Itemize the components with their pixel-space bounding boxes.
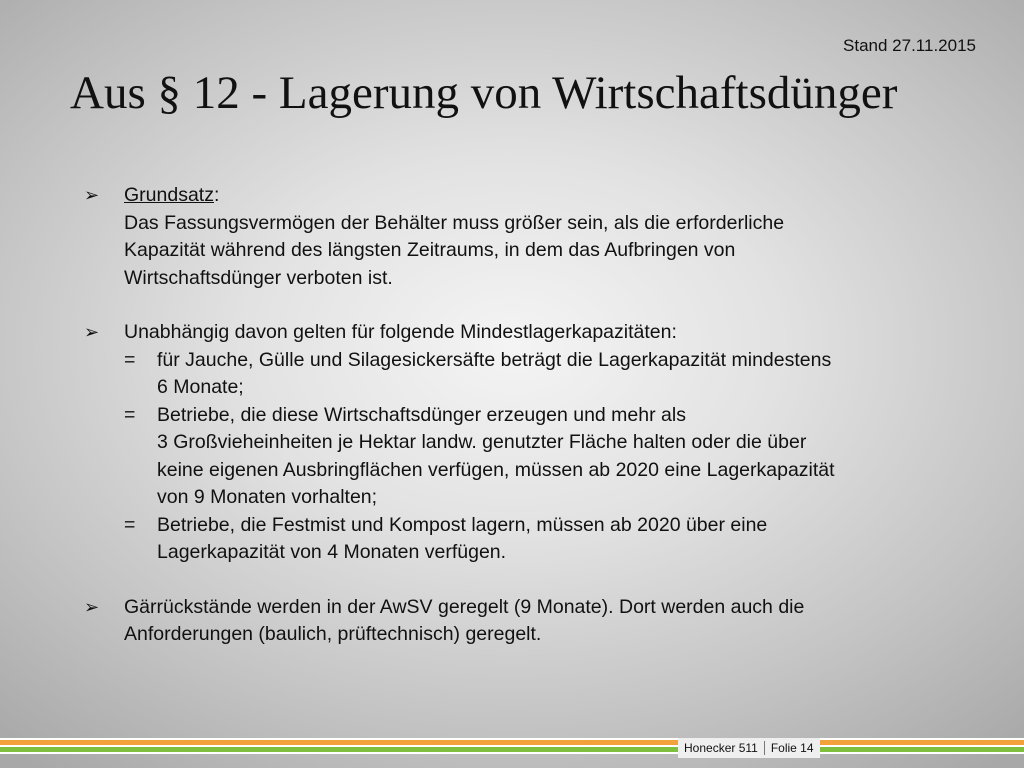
arrow-bullet-icon: ➢ <box>84 322 100 342</box>
bullet-text-line: Kapazität während des längsten Zeitraums, in dem das Aufbringen von <box>124 239 736 261</box>
slide-title: Aus § 12 - Lagerung von Wirtschaftsdünger <box>70 67 898 119</box>
date-stamp: Stand 27.11.2015 <box>843 36 976 55</box>
sub-item-line: 3 Großvieheinheiten je Hektar landw. genutzter Fläche halten oder die über <box>157 431 807 453</box>
sub-item-line: Betriebe, die Festmist und Kompost lagern, müssen ab 2020 über eine <box>157 513 768 536</box>
equals-marker: = <box>124 513 136 536</box>
footer-divider <box>764 741 765 755</box>
bullet-gaerrueckstaende <box>84 594 974 649</box>
footer-author: Honecker 511 <box>684 741 758 755</box>
sub-item-line: 6 Monate; <box>157 376 244 398</box>
sub-item-line: Betriebe, die diese Wirtschaftsdünger erzeugen und mehr als <box>157 403 686 426</box>
bullet-mindestlagerkapazitaeten <box>84 319 974 567</box>
bullet-text-line: Wirtschaftsdünger verboten ist. <box>124 266 393 289</box>
bullet-grundsatz <box>84 182 974 292</box>
sub-item-line: für Jauche, Gülle und Silagesickersäfte beträgt die Lagerkapazität mindestens <box>157 348 832 371</box>
sub-item-line: keine eigenen Ausbringflächen verfügen, müssen ab 2020 eine Lagerkapazität <box>157 458 835 481</box>
bullet-heading: Grundsatz <box>124 184 214 206</box>
footer-stripes <box>0 738 1024 754</box>
slide-footer <box>678 738 820 758</box>
bullet-text-line: Gärrückstände werden in der AwSV geregelt (9 Monate). Dort werden auch die <box>124 595 805 618</box>
bullet-heading-line <box>124 182 974 210</box>
bullet-heading-colon: : <box>213 184 220 206</box>
footer-slide-number: Folie 14 <box>770 741 814 755</box>
sub-item-line: Lagerkapazität von 4 Monaten verfügen. <box>157 541 507 563</box>
sub-item-line: von 9 Monaten vorhalten; <box>157 486 378 508</box>
sub-item-jauche <box>124 347 974 402</box>
arrow-bullet-icon: ➢ <box>84 596 100 617</box>
sub-item-grossvieh <box>124 402 974 512</box>
equals-marker: = <box>124 403 136 426</box>
bullet-text-line: Anforderungen (baulich, prüftechnisch) geregelt. <box>124 623 542 645</box>
bullet-text-line: Das Fassungsvermögen der Behälter muss größer sein, als die erforderliche <box>124 211 785 234</box>
sub-item-festmist <box>124 512 974 567</box>
arrow-bullet-icon: ➢ <box>84 185 100 205</box>
bullet-list <box>84 182 974 649</box>
bullet-intro: Unabhängig davon gelten für folgende Mindestlagerkapazitäten: <box>124 321 677 343</box>
equals-marker: = <box>124 348 136 371</box>
